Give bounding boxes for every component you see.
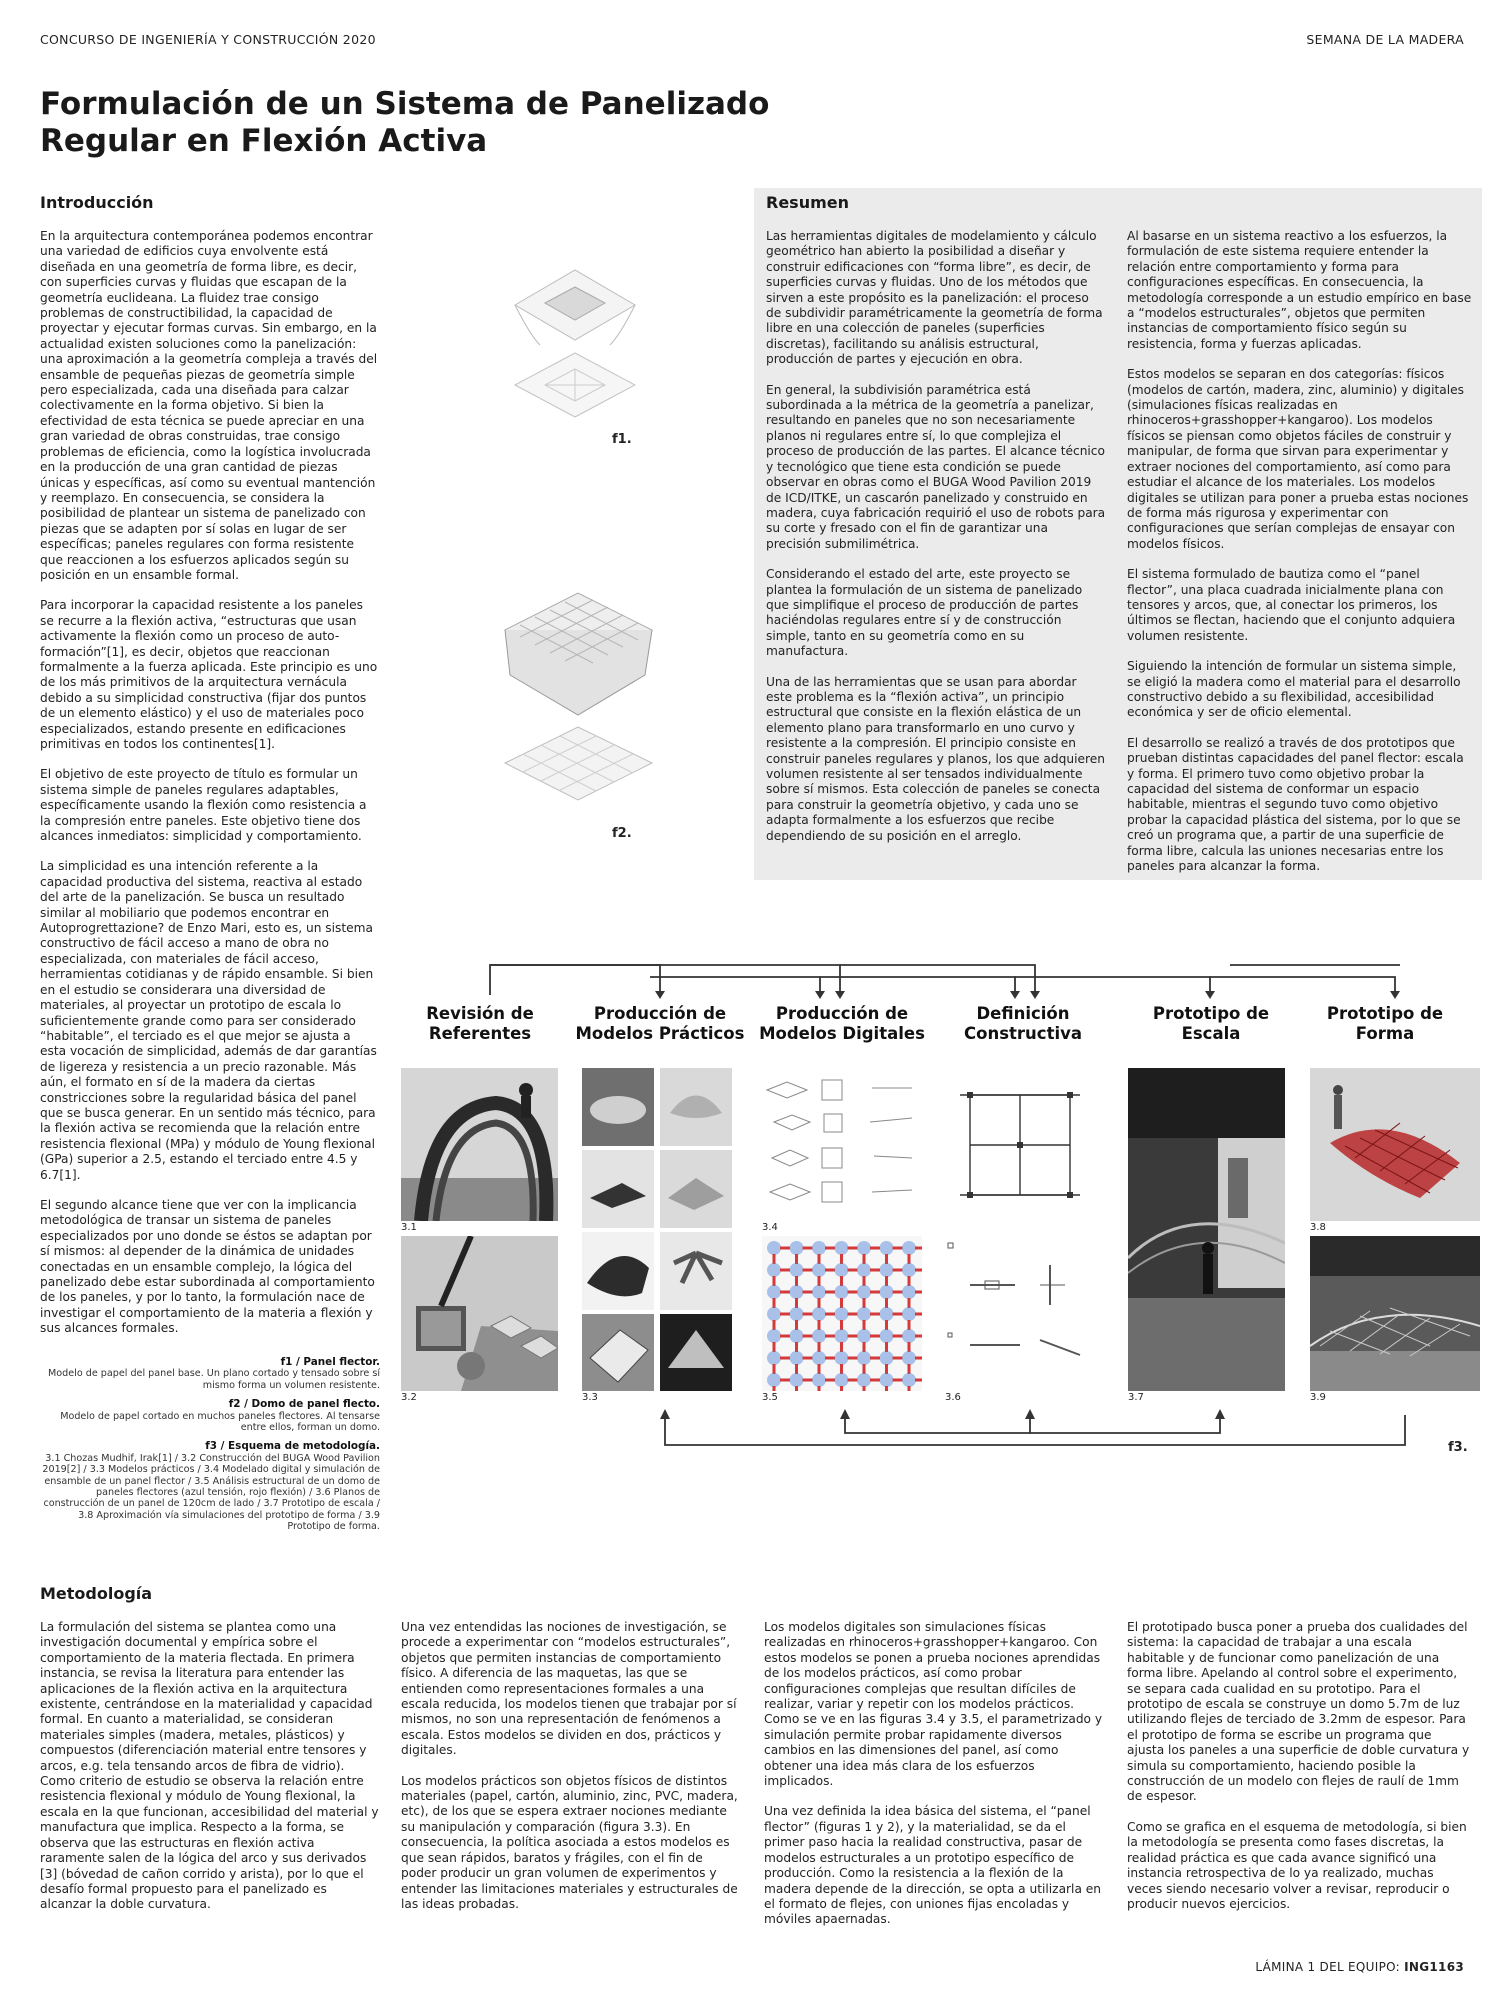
resumen-heading: Resumen xyxy=(766,193,849,212)
caption-text: Modelo de papel cortado en muchos paneles flectores. Al tensarse entre ellos, forman un domo. xyxy=(60,1410,380,1434)
resumen-paragraph: Estos modelos se separan en dos categorías: físicos (modelos de cartón, madera, zinc, aluminio) y digitales (simulaciones físicas realizadas en rhinoceros+grasshopper+kangaroo). Los modelos físicos se piensan como objetos fáciles de construir y manipular, de forma que sirvan para experimentar y extraer nociones del comportamiento, así como para estudiar el alcance de los materiales. Los modelos digitales se utilizan para poner a prueba estas nociones de forma más rigurosa y experimentar con configuraciones que serían complejas de ensayar con modelos físicos. xyxy=(1127,367,1469,551)
digital-panel-simulations xyxy=(762,1070,922,1220)
stage-referentes: Revisión de Referentes xyxy=(426,1004,534,1043)
metodologia-paragraph: Como se grafica en el esquema de metodología, si bien la metodología se presenta como fases discretas, la realidad práctica es que cada avance significó una instancia retrospectiva de lo ya realizado, muchas veces siendo necesario volver a revisar, reproducir o producir nuevos ejercicios. xyxy=(1127,1819,1467,1911)
figure-number: 3.8 xyxy=(1310,1222,1326,1233)
figure-number: 3.6 xyxy=(945,1392,961,1403)
dome-drawing xyxy=(490,585,665,825)
figure-dome xyxy=(490,585,665,825)
metodologia-heading: Metodología xyxy=(40,1584,153,1603)
methodology-arrows-bottom xyxy=(600,1395,1480,1455)
photo-prototipo-forma xyxy=(1310,1236,1480,1391)
figure-label-f3: f3. xyxy=(1448,1440,1468,1455)
intro-paragraph: Para incorporar la capacidad resistente a los paneles se recurre a la flexión activa, “estructuras que usan activamente la flexión como un proceso de auto-formación”[1], es decir, objetos que reaccionan formalmente a la fuerza aplicada. Este principio es uno de los más primitivos de la arquitectura vernácula debido a su simplicidad constructiva (fijar dos puntos de un elemento elástico) y el uso de materiales poco especializados, estando presente en edificaciones primitivas en todos los continentes[1]. xyxy=(40,598,378,751)
figure-number: 3.3 xyxy=(582,1392,598,1403)
caption-title: f2 / Domo de panel flecto. xyxy=(228,1398,380,1411)
intro-paragraph: La simplicidad es una intención referente a la capacidad productiva del sistema, reactiva al estado del arte de la panelización. Se busca un resultado similar al mobiliario que podemos encontrar en Autoprogrettazione? de Enzo Mari, esto es, un sistema constructivo de fácil acceso a mano de obra no especializada, con materiales de fácil acceso, herramientas cotidianas y de rápido ensamble. Si bien en el estudio se considerara una diversidad de materiales, al proyectar un prototipo de escala lo suficientemente grande como para ser considerado “habitable”, el terciado es el que mejor se ajusta a esta vocación de simplicidad, además de dar garantías de ligereza y resistencia a un precio razonable. Más aún, el formato en sí de la madera da ciertas constricciones sobre la regularidad básica del panel que se busca generar. En un sentido más técnico, para la flexión activa se recomienda que la relación entre resistencia flexional (MPa) y módulo de Young flexional (GPa) superior a 2.5, estando el terciado entre 4.5 y 6.7[1]. xyxy=(40,859,377,1182)
metodologia-paragraph: Una vez definida la idea básica del sistema, el “panel flector” (figuras 1 y 2), y la materialidad, se da el primer paso hacia la realidad constructiva, pasar de modelos estructurales a un prototipo específico de producción. Como la resistencia a la flexión de la madera depende de la dirección, se opta a utilizarla en el formato de flejes, con uniones fijas encoladas y móviles apaernadas. xyxy=(764,1804,1102,1927)
figure-number: 3.4 xyxy=(762,1222,778,1233)
resumen-paragraph: El desarrollo se realizó a través de dos prototipos que prueban distintas capacidades del panel flector: escala y forma. El primero tuvo como objetivo probar la capacidad del sistema de conformar un espacio habitable, mientras el segundo tuvo como objetivo probar la capacidad plástica del sistema, por lo que se creó un programa que, a partir de una superficie de forma libre, calcula las uniones necesarias entre los paneles para alcanzar la forma. xyxy=(1127,735,1464,874)
grid-modelos-practicos xyxy=(582,1068,732,1391)
figure-number: 3.1 xyxy=(401,1222,417,1233)
title-line-1: Formulación de un Sistema de Panelizado xyxy=(40,86,770,122)
footer-label: LÁMINA 1 DEL EQUIPO: xyxy=(1255,1960,1401,1974)
title-line-2: Regular en Flexión Activa xyxy=(40,123,488,159)
figure-panel-flector xyxy=(500,265,650,440)
team-code: ING1163 xyxy=(1404,1960,1464,1974)
stage-definicion-constructiva: Definición Constructiva xyxy=(964,1004,1082,1043)
stage-modelos-practicos: Producción de Modelos Prácticos xyxy=(575,1004,745,1043)
caption-text: 3.1 Chozas Mudhif, Irak[1] / 3.2 Construcción del BUGA Wood Pavilion 2019[2] / 3.3 Modelos prácticos / 3.4 Modelado digital y simulación de ensamble de un panel flector / 3.5 Análisis estructural de un domo de paneles flectores (azul tensión, rojo flexión) / 3.6 Planos de construcción de un panel de 120cm de lado / 3.7 Prototipo de escala / 3.8 Aproximación vía simulaciones del prototipo de forma / 3.9 Prototipo de forma. xyxy=(42,1452,380,1533)
photo-prototipo-escala xyxy=(1128,1068,1285,1391)
figure-label-f2: f2. xyxy=(612,826,632,841)
metodologia-paragraph: El prototipado busca poner a prueba dos cualidades del sistema: la capacidad de trabajar a una escala habitable y de funcionar como panelización de una forma libre. Apelando al control sobre el experimento, se separa cada cualidad en su prototipo. Para el prototipo de escala se construye un domo 5.7m de luz utilizando flejes de terciado de 3.2mm de espesor. Para el prototipo de forma se escribe un programa que ajusta los paneles a una superficie de doble curvatura y simula su comportamiento, haciendo posible la construcción de un modelo con flejes de raulí de 1mm de espesor. xyxy=(1127,1620,1470,1804)
figure-number: 3.5 xyxy=(762,1392,778,1403)
resumen-paragraph: Siguiendo la intención de formular un sistema simple, se eligió la madera como el material para el desarrollo constructivo debido a su flexibilidad, accesibilidad económica y ser de oficio elemental. xyxy=(1127,659,1461,720)
panel-flector-drawing xyxy=(500,265,650,440)
caption-title: f3 / Esquema de metodología. xyxy=(205,1440,380,1453)
stage-prototipo-escala: Prototipo de Escala xyxy=(1152,1004,1270,1043)
resumen-column-1 xyxy=(766,229,1106,859)
metodologia-paragraph: La formulación del sistema se plantea como una investigación documental y empírica sobre el comportamiento de la materia flectada. En primera instancia, se revisa la literatura para entender las aplicaciones de la flexión activa en la arquitectura existente, centrándose en la materialidad y capacidad formal. En cuanto a materialidad, se consideran materiales simples (madera, metales, plásticos) y compuestos (diferenciación material entre tensores y arcos, e.g. tela tensando arcos de fibra de vidrio). Como criterio de estudio se observa la relación entre resistencia flexional y módulo de Young flexional, la escala en la que funcionan, accesibilidad del material y manufactura que implica. Respecto a la forma, se observa que las estructuras en flexión activa raramente salen de la lógica del arco y sus derivados [3] (bóvedad de cañon corrido y arista), por lo que el desafío formal propuesto para el panelizado es alcanzar la doble curvatura. xyxy=(40,1620,379,1912)
figure-number: 3.7 xyxy=(1128,1392,1144,1403)
resumen-paragraph: En general, la subdivisión paramétrica está subordinada a la métrica de la geometría a panelizar, resultando en paneles que no son necesariamente planos ni regulares entre sí, lo que complejiza el proceso de producción de las partes. El alcance técnico y tecnológico que tiene esta condición se puede observar en obras como el BUGA Wood Pavilion 2019 de ICD/ITKE, un cascarón panelizado y construido en madera, cuya fabricación requirió el uso de robots para su corte y fresado con el fin de garantizar una precisión submilimétrica. xyxy=(766,382,1106,551)
event-header: SEMANA DE LA MADERA xyxy=(1306,32,1464,47)
resumen-paragraph: Al basarse en un sistema reactivo a los esfuerzos, la formulación de este sistema requiere entender la relación entre comportamiento y forma para configuraciones específicas. En consecuencia, la metodología corresponde a un estudio empírico en base a “modelos estructurales”, objetos que permiten instancias de comportamiento físico según su resistencia, forma y fuerzas aplicadas. xyxy=(1127,229,1472,351)
structural-analysis-dome xyxy=(762,1236,922,1391)
construction-plans xyxy=(945,1085,1095,1390)
resumen-column-2 xyxy=(1127,229,1472,889)
metodologia-paragraph: Una vez entendidas las nociones de investigación, se procede a experimentar con “modelos estructurales”, objetos que permiten instancias de comportamiento físico. A diferencia de las maquetas, las que se entienden como representaciones formales a una escala reducida, los modelos tienen que trabajar por sí mismos, no son una representación de fenómenos a escala. Estos modelos se dividen en dos, prácticos y digitales. xyxy=(401,1620,737,1758)
caption-text: Modelo de papel del panel base. Un plano cortado y tensado sobre sí mismo forma un volumen resistente. xyxy=(48,1368,380,1391)
metodologia-column-3 xyxy=(764,1620,1104,1943)
figure-number: 3.2 xyxy=(401,1392,417,1403)
photo-chozas-mudhif xyxy=(401,1068,558,1221)
figure-number: 3.9 xyxy=(1310,1392,1326,1403)
resumen-paragraph: Considerando el estado del arte, este proyecto se plantea la formulación de un sistema de panelizado que simplifique el proceso de producción de partes haciéndolas regulares entre sí y de construcción simple, tanto en su geometría como en su manufactura. xyxy=(766,567,1083,659)
intro-paragraph: El objetivo de este proyecto de título es formular un sistema simple de paneles regulares adaptables, específicamente usando la flexión como resistencia a la compresión entre paneles. Este objetivo tiene dos alcances inmediatos: simplicidad y comportamiento. xyxy=(40,767,367,844)
figure-captions xyxy=(40,1357,380,1541)
metodologia-column-2 xyxy=(401,1620,741,1927)
resumen-paragraph: Las herramientas digitales de modelamiento y cálculo geométrico han abierto la posibilidad a diseñar y construir edificaciones con “forma libre”, es decir, de superficies curvas y fluidas. Uno de los métodos que sirven a este propósito es la panelización: el proceso de subdividir paramétricamente la geometría de forma libre en una colección de paneles (superficies discretas), facilitando su análisis estructural, producción de partes y ejecución en obra. xyxy=(766,229,1103,367)
contest-header: CONCURSO DE INGENIERÍA Y CONSTRUCCIÓN 2020 xyxy=(40,32,376,47)
page-title xyxy=(40,86,840,160)
sheet-footer xyxy=(1255,1960,1464,1974)
stage-prototipo-forma: Prototipo de Forma xyxy=(1326,1004,1444,1043)
intro-paragraph: El segundo alcance tiene que ver con la implicancia metodológica de transar un sistema de paneles especializados por uno donde se éstos se adaptan por sí mismos: al depender de la dinámica de unidades conectadas en un ensamble complejo, la lógica del panelizado debe estar subordinada al comportamiento de los paneles, y por lo tanto, la formulación nace de investigar el comportamiento de la materia a flexión y sus alcances formales. xyxy=(40,1197,375,1336)
resumen-paragraph: El sistema formulado de bautiza como el “panel flector”, una placa cuadrada inicialmente plana con tensores y arcos, que, al conectar los primeros, los últimos se flectan, haciendo que el conjunto adquiera volumen resistente. xyxy=(1127,567,1456,643)
intro-paragraph: En la arquitectura contemporánea podemos encontrar una variedad de edificios cuya envolvente está diseñada en una geometría de forma libre, es decir, con superficies curvas y fluidas que escapan de la geometría euclideana. La fluidez trae consigo problemas de constructibilidad, la capacidad de proyectar y ejecutar formas curvas. Sin embargo, en la actualidad existen soluciones como la panelización: una aproximación a la geometría compleja a través del ensamble de pequeñas piezas de geometría simple pero especializada, cada una diseñada para calzar colectivamente en la forma objetivo. Si bien la efectividad de esta técnica se puede apreciar en una gran variedad de obras construidas, trae consigo problemas de eficiencia, como la logística involucrada en la producción de una gran cantidad de piezas únicas y específicas, así como su eventual mantención y reemplazo. En consecuencia, se considera la posibilidad de plantear un sistema de panelizado con piezas que se adapten por sí solas en lugar de ser específicas; paneles regulares con forma resistente que reaccionen a los esfuerzos aplicados según su posición en un ensamble formal. xyxy=(40,229,378,582)
figure-label-f1: f1. xyxy=(612,432,632,447)
metodologia-paragraph: Los modelos digitales son simulaciones físicas realizadas en rhinoceros+grasshopper+kangaroo. Con estos modelos se ponen a prueba nociones aprendidas de los modelos prácticos, así como probar configuraciones complejas que resultan difíciles de realizar, variar y repetir con los modelos prácticos. Como se ve en las figuras 3.4 y 3.5, el parametrizado y simulación permite probar rapidamente diversos cambios en las dimensiones del panel, así como obtener una idea más clara de los esfuerzos implicados. xyxy=(764,1620,1103,1789)
methodology-arrows-top xyxy=(400,955,1480,1005)
metodologia-paragraph: Los modelos prácticos son objetos físicos de distintos materiales (papel, cartón, aluminio, zinc, PVC, madera, etc), de los que se espera extraer nociones mediante su manipulación y comparación (figura 3.3). En consecuencia, la política asociada a estos modelos es que sean rápidos, baratos y frágiles, con el fin de poder producir un gran volumen de experimentos y entender las limitaciones materiales y estructurales de las ideas probadas. xyxy=(401,1773,738,1911)
resumen-paragraph: Una de las herramientas que se usan para abordar este problema es la “flexión activa”, un principio estructural que consiste en la flexión elástica de un elemento plano para transformarlo en uno curvo y resistente a la compresión. El principio consiste en construir paneles regulares y planos, los que adquieren volumen resistente al ser tensados individualmente sobre sí mismos. Esta colección de paneles se conecta para construir la geometría objetivo, y cada uno se adapta formalmente a los esfuerzos que recibe dependiendo de su posición en el arreglo. xyxy=(766,674,1105,843)
intro-heading: Introducción xyxy=(40,193,154,212)
stage-modelos-digitales: Producción de Modelos Digitales xyxy=(759,1004,925,1043)
caption-title: f1 / Panel flector. xyxy=(280,1356,380,1368)
intro-text xyxy=(40,229,380,1352)
render-prototipo-forma xyxy=(1310,1068,1480,1221)
metodologia-column-4 xyxy=(1127,1620,1472,1927)
photo-buga-construction xyxy=(401,1236,558,1391)
metodologia-column-1 xyxy=(40,1620,380,1928)
